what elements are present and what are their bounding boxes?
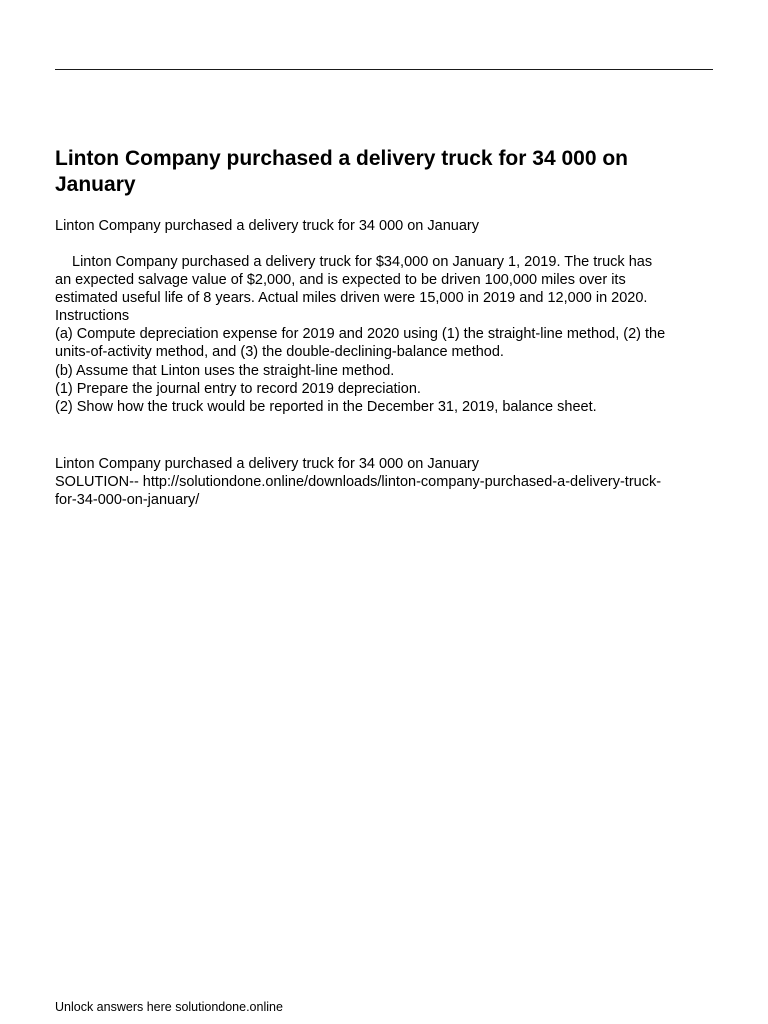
body-line: an expected salvage value of $2,000, and is expected to be driven 100,000 miles over its (55, 272, 626, 289)
solution-section (55, 455, 723, 509)
footer-text: Unlock answers here solutiondone.online (55, 1000, 283, 1014)
solution-link-line-2[interactable]: for-34-000-on-january/ (55, 492, 200, 508)
page-title (55, 146, 720, 198)
body-line: (2) Show how the truck would be reported in the December 31, 2019, balance sheet. (55, 398, 597, 415)
body-line: (a) Compute depreciation expense for 2019 and 2020 using (1) the straight-line method, (2) the (55, 326, 666, 343)
body-line: Linton Company purchased a delivery truck for $34,000 on January 1, 2019. The truck has (72, 254, 653, 270)
top-divider (55, 69, 713, 70)
subtitle: Linton Company purchased a delivery truck for 34 000 on January (55, 218, 479, 234)
solution-title: Linton Company purchased a delivery truck for 34 000 on January (55, 456, 479, 472)
body-line: (b) Assume that Linton uses the straight-line method. (55, 362, 395, 379)
body-line: units-of-activity method, and (3) the double-declining-balance method. (55, 344, 504, 361)
solution-link-line-1[interactable]: SOLUTION-- http://solutiondone.online/downloads/linton-company-purchased-a-delivery-truck- (55, 474, 662, 490)
title-line-2: January (55, 173, 136, 196)
body-line: (1) Prepare the journal entry to record 2019 depreciation. (55, 380, 421, 397)
title-line-1: Linton Company purchased a delivery truck for 34 000 on (55, 147, 628, 170)
instructions-heading: Instructions (55, 308, 130, 325)
body-line: estimated useful life of 8 years. Actual miles driven were 15,000 in 2019 and 12,000 in 2020. (55, 290, 648, 307)
problem-text (55, 253, 723, 416)
